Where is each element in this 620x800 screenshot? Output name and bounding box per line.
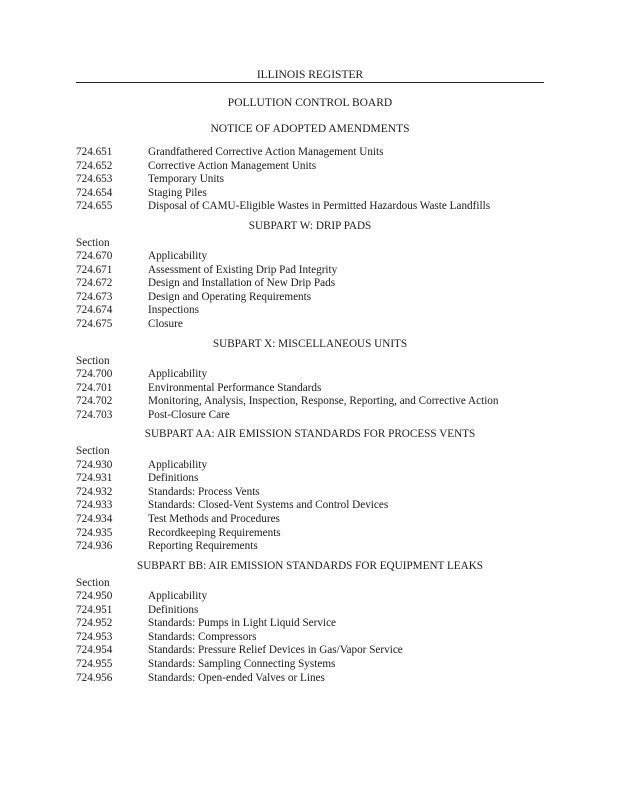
section-number: 724.702: [76, 395, 113, 408]
subpart-heading: SUBPART BB: AIR EMISSION STANDARDS FOR EQUIPMENT LEAKS: [136, 559, 484, 572]
agency-title: POLLUTION CONTROL BOARD: [227, 97, 393, 109]
section-row: [76, 291, 546, 305]
section-number: 724.673: [76, 290, 113, 303]
section-row: [76, 631, 546, 645]
section-number: 724.950: [76, 590, 113, 603]
section-title: Closure: [148, 318, 183, 331]
section-number: 724.701: [76, 381, 113, 394]
section-row: [76, 409, 546, 423]
section-label: Section: [76, 576, 110, 589]
section-title: Standards: Sampling Connecting Systems: [148, 657, 336, 670]
section-title: Environmental Performance Standards: [148, 381, 322, 394]
section-row: [76, 658, 546, 672]
section-title: Standards: Process Vents: [148, 485, 260, 498]
section-row: [76, 540, 546, 554]
section-row: [76, 160, 546, 174]
section-number: 724.653: [76, 173, 113, 186]
section-row: [76, 644, 546, 658]
section-title: Temporary Units: [148, 173, 224, 186]
section-title: Disposal of CAMU-Eligible Wastes in Permitted Hazardous Waste Landfills: [148, 200, 491, 213]
section-number: 724.955: [76, 657, 113, 670]
section-number: 724.932: [76, 485, 113, 498]
section-row: [76, 617, 546, 631]
section-number: 724.672: [76, 277, 113, 290]
section-title: Monitoring, Analysis, Inspection, Response, Reporting, and Corrective Action: [148, 395, 499, 408]
section-number: 724.954: [76, 644, 113, 657]
notice-title: NOTICE OF ADOPTED AMENDMENTS: [210, 123, 410, 135]
section-number: 724.700: [76, 368, 113, 381]
section-row: [76, 250, 546, 264]
section-title: Standards: Closed-Vent Systems and Control Devices: [148, 499, 389, 512]
section-number: 724.670: [76, 250, 113, 263]
section-title: Standards: Pressure Relief Devices in Gas/Vapor Service: [148, 644, 403, 657]
register-header: ILLINOIS REGISTER: [256, 69, 364, 81]
section-title: Corrective Action Management Units: [148, 159, 317, 172]
section-number: 724.956: [76, 671, 113, 684]
section-number: 724.654: [76, 186, 113, 199]
section-row: [76, 513, 546, 527]
section-row: [76, 527, 546, 541]
section-title: Standards: Compressors: [148, 630, 257, 643]
section-title: Standards: Open-ended Valves or Lines: [148, 671, 325, 684]
section-number: 724.652: [76, 159, 113, 172]
section-number: 724.930: [76, 458, 113, 471]
section-title: Inspections: [148, 304, 199, 317]
section-title: Applicability: [148, 590, 208, 603]
section-number: 724.674: [76, 304, 113, 317]
section-row: [76, 472, 546, 486]
section-row: [76, 146, 546, 160]
subpart-heading: SUBPART AA: AIR EMISSION STANDARDS FOR PROCESS VENTS: [144, 428, 476, 441]
subpart-heading: SUBPART W: DRIP PADS: [248, 219, 372, 232]
section-number: 724.952: [76, 617, 113, 630]
section-number: 724.936: [76, 540, 113, 553]
section-title: Applicability: [148, 250, 208, 263]
section-label: Section: [76, 445, 110, 458]
section-number: 724.933: [76, 499, 113, 512]
section-title: Assessment of Existing Drip Pad Integrity: [148, 263, 338, 276]
section-row: [76, 318, 546, 332]
section-row: [76, 672, 546, 686]
section-title: Definitions: [148, 603, 199, 616]
section-title: Test Methods and Procedures: [148, 513, 280, 526]
section-number: 724.651: [76, 146, 113, 158]
section-row: [76, 590, 546, 604]
section-number: 724.951: [76, 603, 113, 616]
section-title: Applicability: [148, 458, 208, 471]
section-title: Definitions: [148, 472, 199, 485]
section-row: [76, 486, 546, 500]
section-number: 724.703: [76, 408, 113, 421]
section-row: [76, 304, 546, 318]
section-title: Design and Operating Requirements: [148, 290, 312, 303]
section-row: [76, 187, 546, 201]
section-number: 724.671: [76, 263, 113, 276]
section-label: Section: [76, 354, 110, 367]
header-rule: [76, 82, 544, 83]
section-row: [76, 173, 546, 187]
section-row: [76, 395, 546, 409]
section-title: Staging Piles: [148, 186, 207, 199]
section-number: 724.931: [76, 472, 113, 485]
section-number: 724.655: [76, 200, 113, 213]
section-title: Reporting Requirements: [148, 540, 258, 553]
section-row: [76, 499, 546, 513]
section-list: [76, 146, 546, 685]
section-title: Standards: Pumps in Light Liquid Service: [148, 617, 336, 630]
section-row: [76, 264, 546, 278]
section-title: Grandfathered Corrective Action Management Units: [148, 146, 384, 158]
section-title: Recordkeeping Requirements: [148, 526, 281, 539]
section-title: Post-Closure Care: [148, 408, 230, 421]
section-number: 724.935: [76, 526, 113, 539]
section-number: 724.934: [76, 513, 113, 526]
section-row: [76, 368, 546, 382]
section-number: 724.675: [76, 318, 113, 331]
section-row: [76, 200, 546, 214]
section-label: Section: [76, 236, 110, 249]
section-number: 724.953: [76, 630, 113, 643]
subpart-heading: SUBPART X: MISCELLANEOUS UNITS: [212, 337, 408, 350]
section-row: [76, 277, 546, 291]
section-row: [76, 382, 546, 396]
section-title: Design and Installation of New Drip Pads: [148, 277, 336, 290]
section-row: [76, 604, 546, 618]
section-row: [76, 459, 546, 473]
section-title: Applicability: [148, 368, 208, 381]
